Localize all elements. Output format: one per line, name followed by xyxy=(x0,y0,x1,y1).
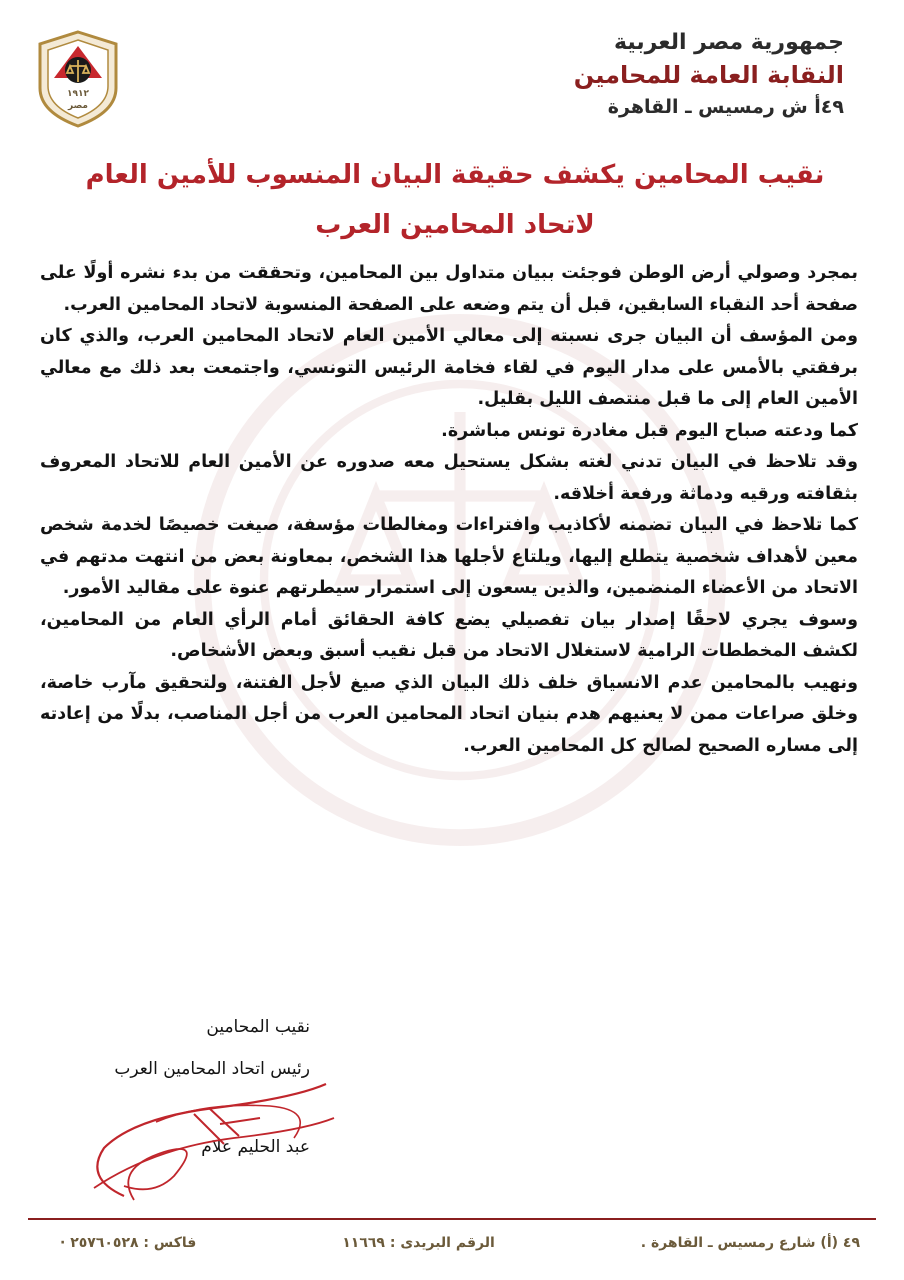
logo-country: مصر xyxy=(67,101,89,111)
body-paragraph: كما ودعته صباح اليوم قبل مغادرة تونس مباشرة. xyxy=(441,420,858,441)
statement-body xyxy=(40,258,858,762)
footer-divider xyxy=(28,1218,876,1220)
signatory-name: عبد الحليم علام xyxy=(201,1137,310,1157)
body-paragraph: وقد تلاحظ في البيان تدني لغته بشكل يستحيل معه صدوره عن الأمين العام للاتحاد المعروف بثقافته ورقيه ودماثة ورفعة أخلاقه. xyxy=(40,452,858,504)
body-paragraph: وسوف يجري لاحقًا إصدار بيان تفصيلي يضع كافة الحقائق أمام الرأي العام من المحامين، لكشف المخططات الرامية لاستغلال الاتحاد من قبل نقيب أسبق وبعض الأشخاص. xyxy=(40,609,858,661)
letterhead-footer xyxy=(0,1218,904,1280)
body-paragraph: كما تلاحظ في البيان تضمنه لأكاذيب وافتراءات ومغالطات مؤسفة، صيغت خصيصًا لخدمة شخص معين لأهداف شخصية يتطلع إليها، ويلتاع لأجلها هذا الشخص، بمعاونة بعض من انتهت مدتهم في الاتحاد من الأعضاء المنضمين، والذين يسعون إلى استمرار سيطرتهم عنوة على مقاليد الأمور. xyxy=(40,515,858,598)
body-paragraph: بمجرد وصولي أرض الوطن فوجئت ببيان متداول بين المحامين، وتحققت من بدء نشره أولًا على صفحة أحد النقباء السابقين، قبل أن يتم وضعه على الصفحة المنسوبة لاتحاد المحامين العرب. xyxy=(40,263,858,315)
letterhead-address: ٤٩أ ش رمسيس ـ القاهرة xyxy=(607,96,844,118)
footer-address: ٤٩ (أ) شارع رمسيس ـ القاهرة . xyxy=(640,1235,860,1251)
letterhead-country: جمهورية مصر العربية xyxy=(614,30,844,55)
statement-headline: نقيب المحامين يكشف حقيقة البيان المنسوب للأمين العام لاتحاد المحامين العرب xyxy=(85,160,825,240)
signatory-subtitle: رئيس اتحاد المحامين العرب xyxy=(114,1059,310,1079)
logo-year: ١٩١٢ xyxy=(67,89,89,99)
letterhead-syndicate: النقابة العامة للمحامين xyxy=(573,61,844,89)
footer-contact-row xyxy=(60,1230,860,1256)
footer-fax: فاكس : ٢٥٧٦٠٥٢٨ · xyxy=(60,1235,197,1251)
body-paragraph: ونهيب بالمحامين عدم الانسياق خلف ذلك البيان الذي صيغ لأجل الفتنة، ولتحقيق مآرب خاصة، وخلق صراعات ممن لا يعنيهم هدم بنيان اتحاد المحامين العرب من أجل المناصب، بدلًا من إعادته إلى مساره الصحيح لصالح كل المحامين العرب. xyxy=(40,672,858,756)
letterhead xyxy=(424,28,844,122)
syndicate-logo xyxy=(36,30,120,128)
body-paragraph: ومن المؤسف أن البيان جرى نسبته إلى معالي الأمين العام لاتحاد المحامين العرب، والذي كان برفقتي بالأمس على مدار اليوم في لقاء فخامة الرئيس التونسي، واجتمعت بعد ذلك مع معالي الأمين العام إلى ما قبل منتصف الليل بقليل. xyxy=(40,326,858,409)
handwritten-signature xyxy=(64,1078,344,1208)
footer-postal-code: الرقم البريدى : ١١٦٦٩ xyxy=(342,1235,495,1251)
signatory-title: نقيب المحامين xyxy=(206,1017,310,1037)
